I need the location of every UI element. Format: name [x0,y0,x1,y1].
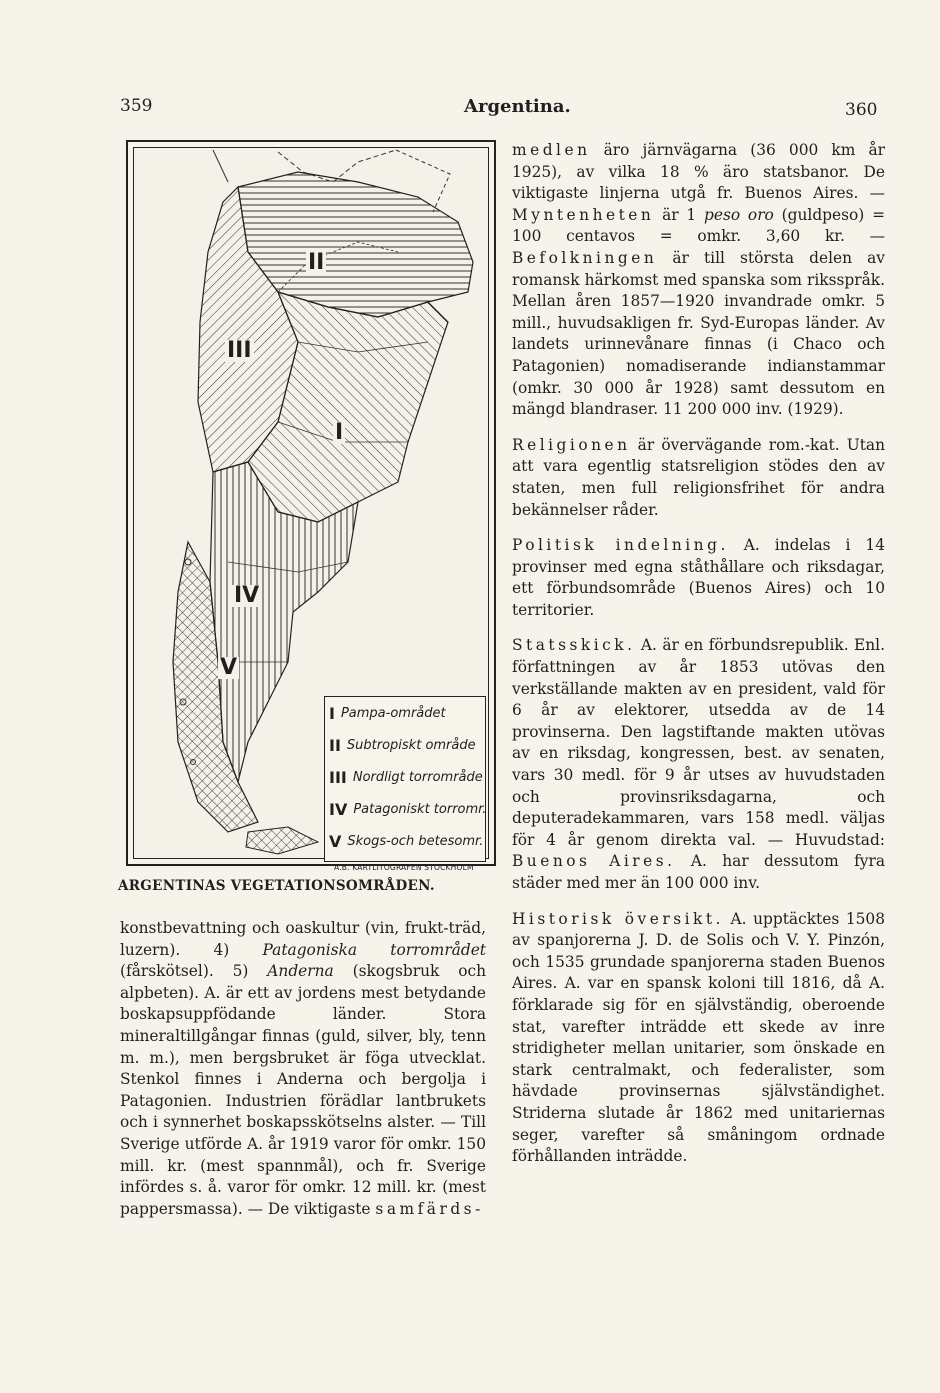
legend-row [325,697,485,729]
map-caption: ARGENTINAS VEGETATIONSOMRÅDEN. [118,878,435,894]
legend-row [325,729,485,761]
paragraph: Historisk översikt. A. upptäcktes 1508 av spanjorerna J. D. de Solis och V. Y. Pinzón, och 1535 grundade spanjorerna staden Buenos Aires. A. var en spansk koloni till 1816, då A. förklarade sig för en självständig, oberoende stat, varefter inträdde ett skede av inre stridigheter mellan unitarier, som önskade en stark centralmakt, och federalister, som hävdade provinsernas självständighet. Striderna slutade år 1862 med unitariernas seger, varefter så småningom ordnade förhållanden inträdde. [512,909,885,1166]
paragraph: Politisk indelning. A. indelas i 14 provinser med egna ståthållare och riksdagar, ett förbundsområde (Buenos Aires) och 10 territorier. [512,536,885,619]
legend-number: II [329,735,341,755]
vegetation-map [126,140,496,866]
zone-label-ii: II [308,250,325,275]
legend-number: IV [329,799,348,819]
paragraph: Statsskick. A. är en förbundsrepublik. Enl. författningen av år 1853 utövas den verkställande makten av en president, vald för 6 år av elektorer, utsedda av de 14 provinserna. Den lagstiftande makten utövas av en riksdag, kongressen, best. av senaten, vars 30 medl. för 9 år utses av huvudstaden och provinsriksdagarna, och deputeradekammaren, vars 158 medl. väljas för 4 år genom direkta val. — Huvudstad: Buenos Aires. A. har dessutom fyra städer med mer än 100 000 inv. [512,636,885,892]
legend-number: I [329,703,335,723]
legend-label: Nordligt torrområde [352,769,483,785]
legend-number: III [329,767,347,787]
legend-label: Skogs-och betesomr. [347,833,484,849]
zone-label-i: I [335,420,344,445]
map-credit: A.B. KARTLITOGRAFEN STOCKHOLM [334,863,474,872]
legend-label: Patagoniskt torromr. [353,801,487,817]
zone-label-v: V [220,655,238,680]
page-number-right: 360 [845,100,878,120]
map-legend [324,696,486,862]
page-number-left: 359 [120,96,153,116]
zone-label-iv: IV [234,583,260,608]
right-column [512,140,885,1168]
paragraph: konstbevattning och oaskultur (vin, frukt-träd, luzern). 4) Patagoniska torrområdet (fårskötsel). 5) Anderna (skogsbruk och alpbeten). A. är ett av jordens mest betydande boskapsuppfödande länder. Stora mineraltillgångar finnas (guld, silver, bly, tenn m. m.), men bergsbruket är föga utvecklat. Stenkol finnes i Anderna och bergolja i Patagonien. Industrien förädlar lantbrukets och i synnerhet boskapsskötselns alster. — Till Sverige utförde A. år 1919 varor för omkr. 150 mill. kr. (mest spannmål), och fr. Sverige infördes s. å. varor för omkr. 12 mill. kr. (mest pappersmassa). — De viktigaste samfärds- [120,919,486,1218]
legend-row [325,793,485,825]
legend-row [325,761,485,793]
legend-label: Subtropiskt område [346,737,476,753]
page-title: Argentina. [464,96,571,117]
paragraph: medlen äro järnvägarna (36 000 km år 1925), av vilka 18 % äro statsbanor. De viktigaste linjerna utgå fr. Buenos Aires. — Myntenheten är 1 peso oro (guldpeso) = 100 centavos = omkr. 3,60 kr. — Befolkningen är till största delen av romansk härkomst med spanska som riksspråk. Mellan åren 1857—1920 invandrade omkr. 5 mill., huvudsakligen fr. Syd-Europas länder. Av landets urinnevånare finnas (i Chaco och Patagonien) nomadiserande indianstammar (omkr. 30 000 år 1928) samt dessutom en mängd blandraser. 11 200 000 inv. (1929). [512,141,885,419]
zone-label-iii: III [227,338,252,363]
left-column [120,918,486,1220]
legend-number: V [329,831,342,851]
paragraph: Religionen är övervägande rom.-kat. Utan att vara egentlig statsreligion stödes den av staten, men full religionsfrihet för andra bekännelser råder. [512,435,885,519]
legend-row [325,825,485,857]
legend-label: Pampa-området [340,705,446,721]
